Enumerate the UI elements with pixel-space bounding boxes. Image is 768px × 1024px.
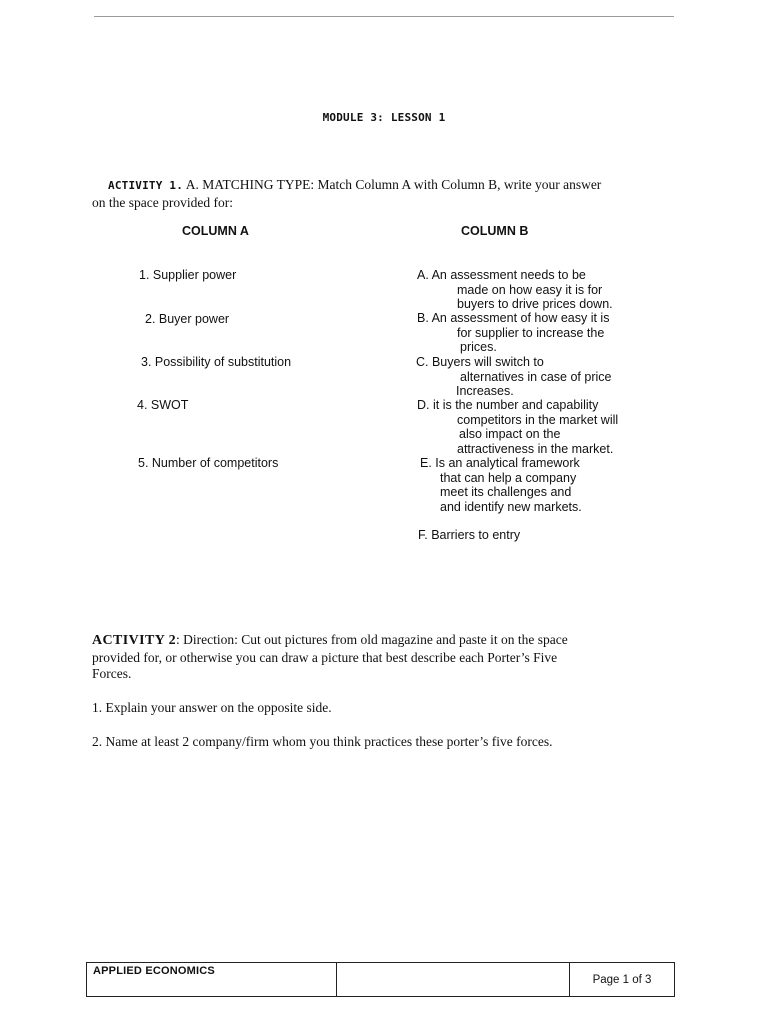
column-b-item-f-line-1: F. Barriers to entry (418, 528, 521, 542)
column-b-item-c-line-2: alternatives in case of price (460, 369, 612, 384)
column-b-item-d-line-2: competitors in the market will (457, 412, 619, 427)
footer-page-number: Page 1 of 3 (570, 963, 675, 997)
column-b-item-c (416, 355, 611, 399)
activity-1-label: ACTIVITY 1. (108, 179, 184, 192)
column-a-item-4: 4. SWOT (137, 398, 189, 412)
activity-1-text-line-1: A. MATCHING TYPE: Match Column A with Column B, write your answer (183, 177, 602, 192)
column-b-item-d-line-3: also impact on the (459, 427, 561, 441)
activity-2-text-line-1: : Direction: Cut out pictures from old magazine and paste it on the space (176, 632, 568, 647)
column-b-item-e-line-2: that can help a company (440, 470, 577, 485)
activity-2-label: ACTIVITY 2 (92, 633, 176, 648)
column-b-item-b-line-1: B. An assessment of how easy it is (417, 311, 610, 325)
column-a-item-3: 3. Possibility of substitution (141, 355, 292, 369)
column-b-item-e-line-1: E. Is an analytical framework (420, 456, 580, 470)
footer-table (86, 962, 675, 997)
column-b-header: COLUMN B (461, 224, 529, 238)
column-b-item-e (420, 456, 582, 514)
activity-2-text-line-3: Forces. (92, 666, 132, 681)
column-a-item-2: 2. Buyer power (145, 312, 230, 326)
column-b-item-e-line-3: meet its challenges and (440, 485, 572, 499)
activity-1-instructions (92, 176, 682, 211)
activity-2-text-line-2: provided for, or otherwise you can draw a picture that best describe each Porter’s Five (92, 649, 558, 665)
footer-subject: APPLIED ECONOMICS (87, 963, 337, 997)
column-b-item-a (417, 268, 613, 312)
column-a-item-1: 1. Supplier power (139, 268, 237, 282)
column-b-item-b-line-3: prices. (460, 340, 497, 354)
footer-middle-cell (337, 963, 570, 997)
column-a-header: COLUMN A (182, 224, 249, 238)
header-rule (94, 16, 674, 17)
column-b-item-e-line-4: and identify new markets. (440, 499, 582, 514)
column-b-item-a-line-3: buyers to drive prices down. (457, 297, 613, 311)
module-title: MODULE 3: LESSON 1 (322, 111, 446, 124)
activity-2-instructions (92, 632, 692, 683)
column-a-item-5: 5. Number of competitors (138, 456, 279, 470)
column-b-item-d (417, 398, 618, 456)
activity-2-question-1: 1. Explain your answer on the opposite side. (92, 700, 332, 715)
column-b-item-d-line-1: D. it is the number and capability (417, 398, 599, 412)
column-b-item-f (418, 528, 520, 543)
column-b-item-b (417, 311, 609, 355)
column-b-item-a-line-2: made on how easy it is for (457, 282, 603, 297)
column-b-item-d-line-4: attractiveness in the market. (457, 441, 614, 456)
activity-1-text-line-2: on the space provided for: (92, 195, 233, 210)
column-b-item-a-line-1: A. An assessment needs to be (417, 268, 586, 282)
activity-2-question-2: 2. Name at least 2 company/firm whom you think practices these porter’s five forces. (92, 734, 553, 749)
column-b-item-b-line-2: for supplier to increase the (457, 325, 605, 340)
column-b-item-c-line-3: Increases. (456, 384, 514, 398)
column-b-item-c-line-1: C. Buyers will switch to (416, 355, 544, 369)
